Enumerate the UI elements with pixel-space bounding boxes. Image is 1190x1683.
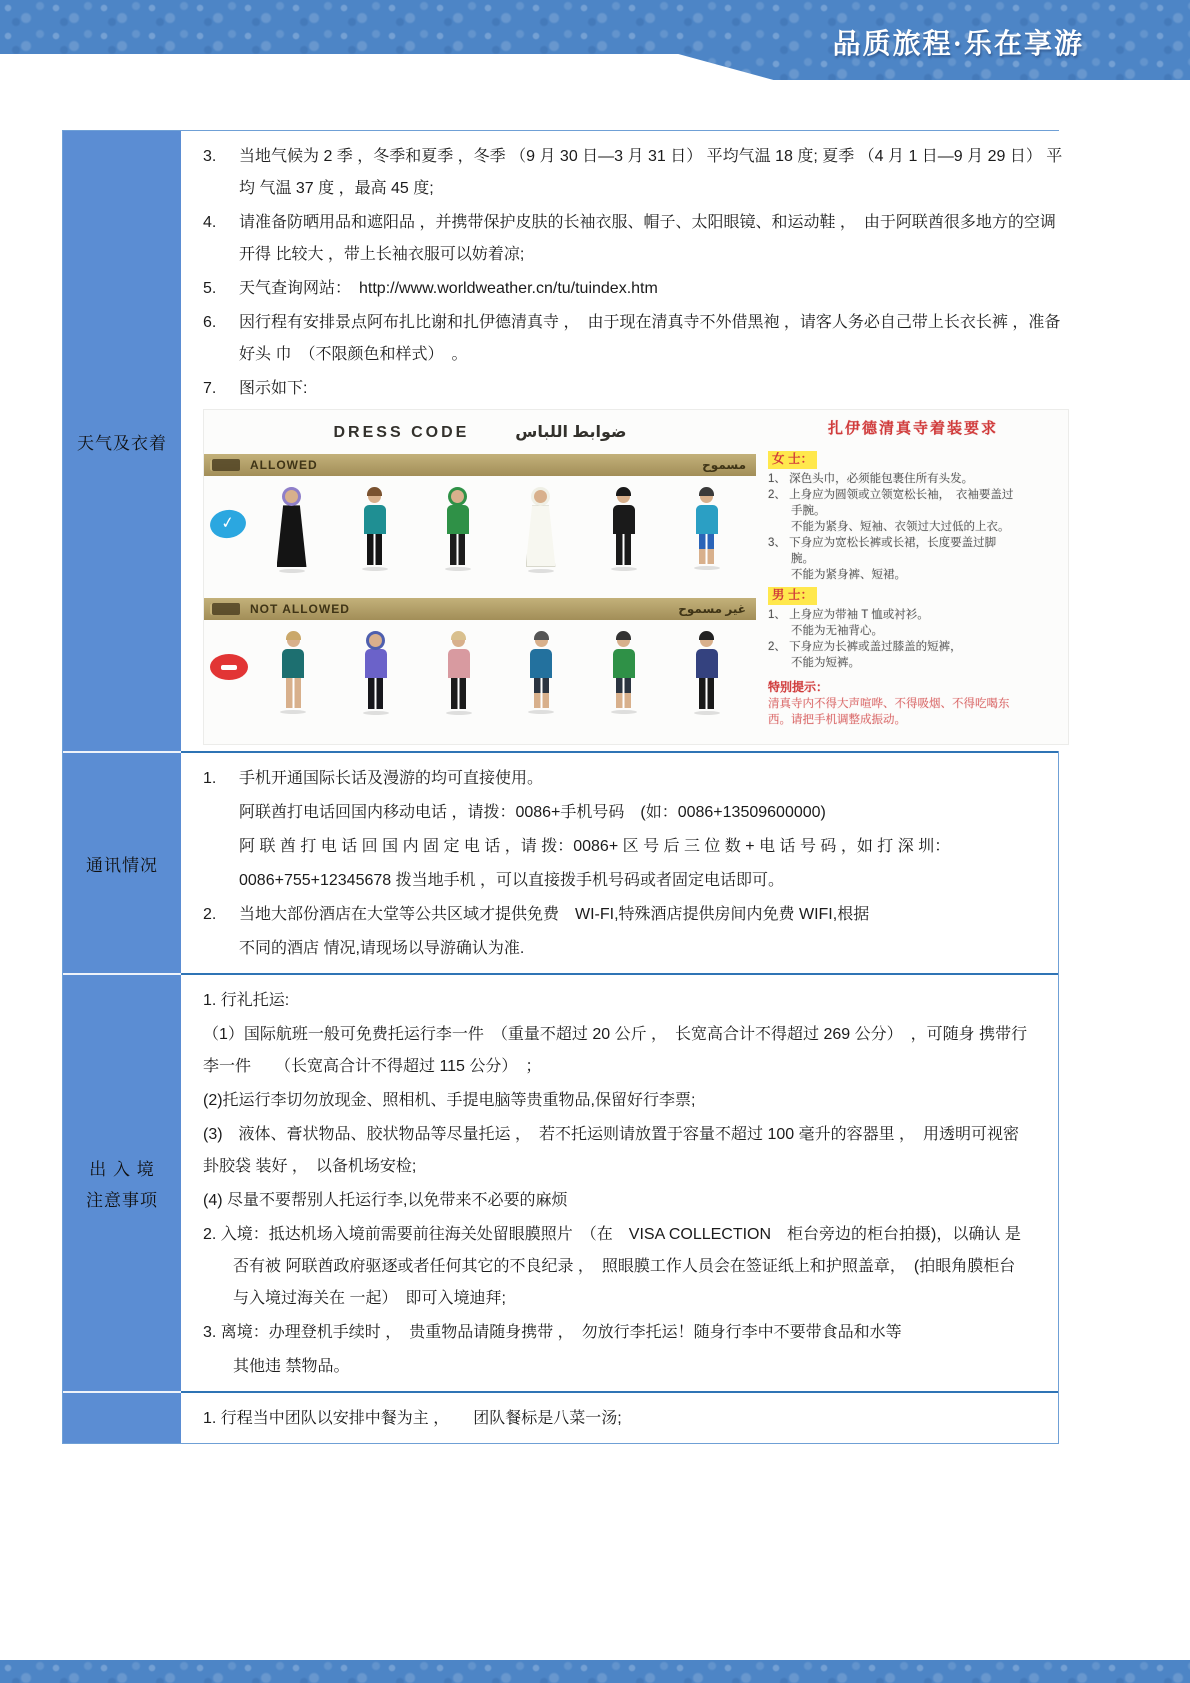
mosque-panel-title: 扎伊德清真寺着装要求	[827, 420, 998, 437]
list-item: 1. 行程当中团队以安排中餐为主 ， 团队餐标是八菜一汤;	[203, 1410, 622, 1427]
allowed-banner	[204, 454, 756, 476]
not-allowed-label: NOT ALLOWED	[250, 601, 350, 616]
row-label-customs	[63, 973, 181, 1391]
list-item: 3. 离境：办理登机手续时 ， 贵重物品请随身携带 ， 勿放行李托运！随身行李中不要带食品和水等	[203, 1324, 902, 1341]
allowed-label-arabic: مسموح	[702, 457, 746, 472]
dress-code-title	[204, 422, 756, 444]
not-allowed-figures-row	[204, 620, 756, 742]
list-item: 2. 当地大部份酒店在大堂等公共区域才提供免费 WI-FI,特殊酒店提供房间内免费 WIFI,根据	[203, 906, 870, 923]
list-item: （1）国际航班一般可免费托运行李一件 （重量不超过 20 公斤 ， 长宽高合计不得超过 269 公分） ，可随身 携带行李一件 （长宽高合计不得超过 115 公分） ；	[203, 1026, 1028, 1075]
special-note-label: 特别提示：	[768, 680, 829, 695]
list-item: 3. 当地气候为 2 季 ，冬季和夏季 ，冬季 （9 月 30 日—3 月 31 日） 平均气温 18 度; 夏季 （4 月 1 日—9 月 29 日） 平均 气温 37 度 ，最高 45 度;	[203, 148, 1063, 197]
dress-code-figure	[203, 409, 1069, 745]
person-figure	[607, 628, 641, 732]
communication-content	[181, 751, 1058, 973]
person-figure	[524, 628, 558, 732]
list-item: 7. 图示如下:	[203, 380, 308, 397]
row-label-text: 天气及衣着	[77, 433, 167, 453]
page-footer-band	[0, 1660, 1190, 1683]
list-item: (3) 液体、膏状物品、胶状物品等尽量托运 ， 若不托运则请放置于容量不超过 100 毫升的容器里 ， 用透明可视密 卦胶袋 装好 ， 以备机场安检;	[203, 1126, 1020, 1175]
dress-code-title-en: DRESS CODE	[333, 424, 470, 441]
women-section-label: 女 士：	[768, 451, 817, 469]
table-row-communication	[63, 751, 1058, 973]
page-header-band	[0, 0, 1190, 80]
list-item: 0086+755+12345678 拨当地手机 ，可以直接拨手机号码或者固定电话即可。	[239, 872, 785, 889]
row-label-text-line2: 注意事项	[86, 1191, 158, 1210]
list-item: 2. 入境：抵达机场入境前需要前往海关处留眼膜照片 （在 VISA COLLECTION 柜台旁边的柜台拍摄)，以确认 是否有被 阿联酋政府驱逐或者任何其它的不良纪录 ， 照眼膜工作人员会在签证纸上和护照盖章， (拍眼角膜柜台 与入境过海关在 一起） 即可入境迪拜;	[203, 1226, 1021, 1307]
person-figure	[358, 484, 392, 588]
row-label-communication	[63, 751, 181, 973]
person-figure	[276, 628, 310, 732]
person-figure	[690, 628, 724, 732]
allowed-label: ALLOWED	[250, 457, 318, 472]
list-item: 1. 手机开通国际长话及漫游的均可直接使用。	[203, 770, 544, 787]
list-item: (2)托运行李切勿放现金、照相机、手提电脑等贵重物品,保留好行李票;	[203, 1092, 696, 1109]
person-figure	[690, 484, 724, 588]
list-item: 不同的酒店 情况,请现场以导游确认为准.	[239, 940, 525, 957]
weather-content	[181, 131, 1095, 751]
allowed-figures-row	[204, 476, 756, 598]
person-figure	[442, 628, 476, 732]
table-row-weather	[63, 131, 1063, 751]
not-allowed-label-arabic: غير مسموح	[678, 601, 746, 616]
men-section-label: 男 士：	[768, 587, 817, 605]
info-table	[62, 130, 1063, 1444]
banner-emblem-icon	[210, 459, 240, 471]
list-item: 1. 行礼托运:	[203, 992, 290, 1009]
row-label-weather	[63, 131, 181, 751]
allowed-figures	[250, 484, 748, 588]
check-icon: ✓	[208, 508, 248, 541]
brand-slogan: 品质旅程·乐在享游	[832, 29, 1084, 60]
person-figure	[359, 628, 393, 732]
meals-content	[181, 1391, 1058, 1443]
banner-emblem-icon	[210, 603, 240, 615]
weather-url: 天气查询网站： http://www.worldweather.cn/tu/tuindex.htm	[239, 280, 658, 297]
dress-code-title-ar: ضوابط اللباس	[515, 424, 627, 441]
list-item: 其他违 禁物品。	[233, 1358, 350, 1375]
list-item: (4) 尽量不要帮别人托运行李,以免带来不必要的麻烦	[203, 1192, 568, 1209]
list-item: 阿联酋打电话回国内移动电话 ，请拨：0086+手机号码 (如：0086+13509600000)	[239, 804, 826, 821]
list-item: 4. 请准备防晒用品和遮阳品 ，并携带保护皮肤的长袖衣服、帽子、太阳眼镜、和运动鞋 ， 由于阿联酋很多地方的空调开得 比较大 ，带上长袖衣服可以妨着凉;	[203, 214, 1056, 263]
row-label-text: 通讯情况	[86, 855, 158, 875]
row-label-text-line1: 出 入 境	[89, 1160, 155, 1179]
person-figure	[607, 484, 641, 588]
forbidden-icon	[210, 654, 248, 680]
table-row-customs	[63, 973, 1058, 1391]
table-row-meals	[63, 1391, 1058, 1443]
row-label-empty	[63, 1391, 181, 1443]
list-item: 6. 因行程有安排景点阿布扎比谢和扎伊德清真寺 ， 由于现在清真寺不外借黑袍 ，请客人务必自己带上长衣长裤 ，准备好头 巾 （不限颜色和样式） 。	[203, 314, 1061, 363]
customs-content	[181, 973, 1058, 1391]
not-allowed-banner	[204, 598, 756, 620]
list-item: 阿 联 酋 打 电 话 回 国 内 固 定 电 话 ，请 拨：0086+ 区 号 后 三 位 数 + 电 话 号 码 ，如 打 深 圳：	[239, 838, 951, 855]
person-figure	[275, 484, 309, 588]
mosque-dress-requirements-panel: 扎伊德清真寺着装要求 女 士： 1、 深色头巾，必须能包裹住所有头发。 2、 上身应为圆领或立领宽松长袖， 衣袖要盖过 手腕。 不能为紧身、短袖、衣领过大过低的上衣。 3、 下身应为宽松长裤或长裙，长度要盖过脚 腕。 不能为紧身裤、短裙。 男 士： 1、 上身应为带袖 T 恤或衬衫。 不能为无袖背心。 2、 下身应为长裤或盖过膝盖的短裤， 不能为短裤。 特别提示： 清真寺内不得大声喧哗、不得吸烟、不得吃喝东 西。请把手机调整成振动。	[756, 410, 1068, 744]
list-item: 5. 天气查询网站： http://www.worldweather.cn/tu/tuindex.htm	[203, 280, 658, 297]
dress-code-illustration	[204, 410, 756, 744]
not-allowed-figures	[252, 628, 748, 732]
person-figure	[441, 484, 475, 588]
person-figure	[524, 484, 558, 588]
